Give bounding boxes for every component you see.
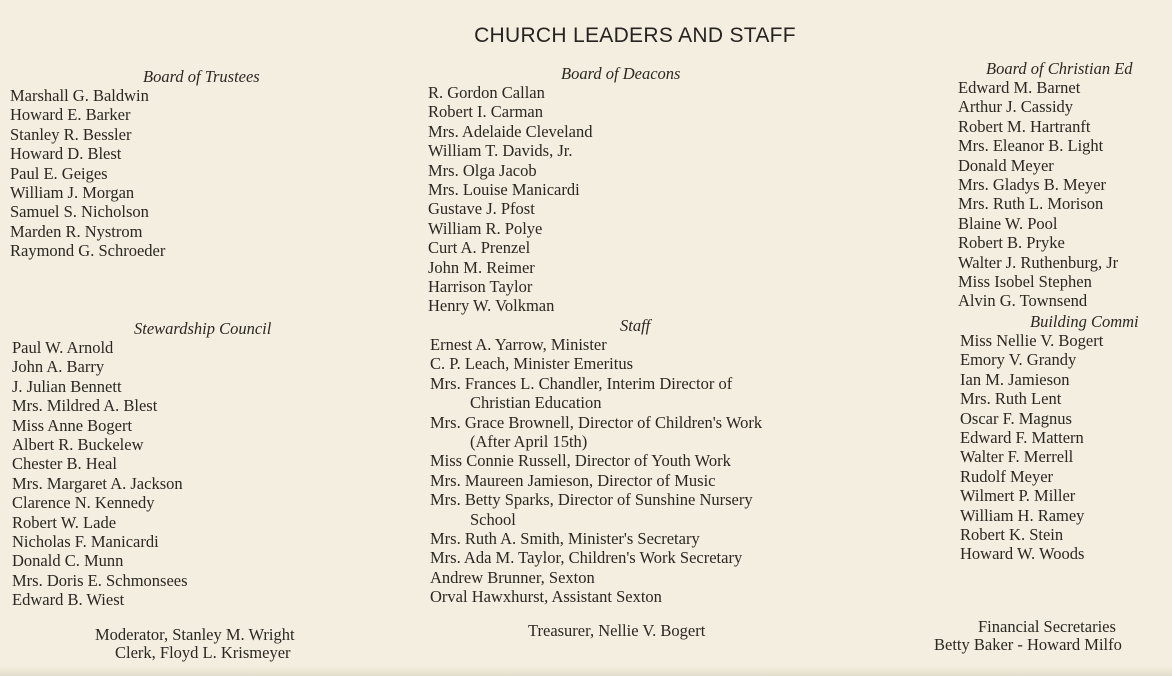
staff-line: Ernest A. Yarrow, Minister <box>430 335 607 354</box>
trustees-heading: Board of Trustees <box>143 67 260 86</box>
list-item: Mrs. Doris E. Schmonsees <box>12 570 188 590</box>
list-item: Howard D. Blest <box>10 144 122 164</box>
page-title: CHURCH LEADERS AND STAFF <box>474 24 796 47</box>
deacons-list <box>428 83 680 316</box>
deacons-heading: Board of Deacons <box>561 64 681 83</box>
list-item: Wilmert P. Miller <box>960 486 1076 506</box>
financial-names: Betty Baker - Howard Milfo <box>934 635 1122 654</box>
list-item: Albert R. Buckelew <box>12 435 144 455</box>
staff-line: Mrs. Grace Brownell, Director of Children's Work <box>430 412 763 432</box>
staff-section <box>430 317 762 607</box>
list-item: Harrison Taylor <box>428 277 533 297</box>
list-item: Ian M. Jamieson <box>960 369 1070 389</box>
staff-list <box>430 335 762 607</box>
list-item: William J. Morgan <box>10 183 135 203</box>
list-item: Miss Anne Bogert <box>12 415 133 435</box>
staff-line: Mrs. Ada M. Taylor, Children's Work Secretary <box>430 548 743 568</box>
list-item: Edward F. Mattern <box>960 428 1084 448</box>
list-item: Mrs. Gladys B. Meyer <box>958 175 1107 195</box>
treasurer-line: Treasurer, Nellie V. Bogert <box>528 621 706 640</box>
staff-line: School <box>470 509 516 529</box>
stewardship-list <box>12 338 271 610</box>
page-edge-shading <box>0 666 1172 676</box>
list-item: Donald C. Munn <box>12 551 124 571</box>
christian-ed-list <box>958 78 1133 311</box>
stewardship-council <box>12 320 271 610</box>
list-item: Edward B. Wiest <box>12 590 125 610</box>
list-item: William R. Polye <box>428 218 543 238</box>
list-item: Chester B. Heal <box>12 454 117 474</box>
list-item: Blaine W. Pool <box>958 213 1058 233</box>
list-item: Alvin G. Townsend <box>958 291 1088 311</box>
financial-heading: Financial Secretaries <box>978 617 1116 636</box>
building-heading: Building Commi <box>1030 312 1139 331</box>
list-item: Marshall G. Baldwin <box>10 86 149 105</box>
stewardship-heading: Stewardship Council <box>134 319 272 338</box>
building-committee <box>960 313 1139 564</box>
list-item: Robert K. Stein <box>960 525 1064 545</box>
staff-line: Mrs. Frances L. Chandler, Interim Director of <box>430 373 733 393</box>
list-item: Miss Isobel Stephen <box>958 272 1092 292</box>
list-item: J. Julian Bennett <box>12 376 122 396</box>
list-item: Mrs. Olga Jacob <box>428 160 537 180</box>
list-item: Mrs. Ruth Lent <box>960 389 1062 409</box>
list-item: Mrs. Ruth L. Morison <box>958 194 1104 214</box>
list-item: John A. Barry <box>12 357 105 377</box>
list-item: Marden R. Nystrom <box>10 221 143 241</box>
list-item: Mrs. Eleanor B. Light <box>958 136 1104 156</box>
list-item: Raymond G. Schroeder <box>10 241 166 261</box>
list-item: Gustave J. Pfost <box>428 199 535 219</box>
staff-line: (After April 15th) <box>470 432 588 452</box>
staff-line: Orval Hawxhurst, Assistant Sexton <box>430 587 662 607</box>
list-item: Robert I. Carman <box>428 102 544 122</box>
list-item: Robert W. Lade <box>12 512 117 532</box>
list-item: Arthur J. Cassidy <box>958 97 1074 117</box>
board-of-trustees <box>10 68 260 261</box>
list-item: R. Gordon Callan <box>428 83 545 102</box>
moderator-line: Moderator, Stanley M. Wright <box>95 625 295 644</box>
staff-line: C. P. Leach, Minister Emeritus <box>430 354 634 374</box>
list-item: Miss Nellie V. Bogert <box>960 331 1104 350</box>
list-item: Paul W. Arnold <box>12 338 114 357</box>
list-item: Mrs. Margaret A. Jackson <box>12 473 183 493</box>
staff-line: Andrew Brunner, Sexton <box>430 567 595 587</box>
list-item: Paul E. Geiges <box>10 163 108 183</box>
list-item: Walter F. Merrell <box>960 447 1074 467</box>
staff-line: Miss Connie Russell, Director of Youth Work <box>430 451 731 471</box>
list-item: Samuel S. Nicholson <box>10 202 149 222</box>
list-item: Edward M. Barnet <box>958 78 1081 97</box>
staff-line: Mrs. Ruth A. Smith, Minister's Secretary <box>430 529 700 549</box>
list-item: Mrs. Adelaide Cleveland <box>428 121 593 141</box>
building-list <box>960 331 1139 564</box>
treasurer <box>528 622 705 640</box>
list-item: Walter J. Ruthenburg, Jr <box>958 252 1119 272</box>
list-item: Clarence N. Kennedy <box>12 493 155 513</box>
list-item: Howard W. Woods <box>960 544 1085 564</box>
christian-ed-heading: Board of Christian Ed <box>986 59 1133 78</box>
list-item: John M. Reimer <box>428 257 535 277</box>
list-item: Curt A. Prenzel <box>428 238 531 258</box>
board-of-deacons <box>428 65 680 316</box>
board-of-christian-education <box>958 60 1133 311</box>
list-item: Mrs. Louise Manicardi <box>428 180 580 200</box>
list-item: Emory V. Grandy <box>960 350 1077 370</box>
staff-line: Christian Education <box>470 393 602 413</box>
officers-left <box>95 626 295 662</box>
list-item: Robert M. Hartranft <box>958 116 1091 136</box>
staff-heading: Staff <box>620 316 651 335</box>
list-item: Robert B. Pryke <box>958 233 1065 253</box>
staff-line: Mrs. Betty Sparks, Director of Sunshine Nursery <box>430 490 753 510</box>
list-item: Rudolf Meyer <box>960 466 1054 486</box>
list-item: Mrs. Mildred A. Blest <box>12 396 158 416</box>
list-item: Donald Meyer <box>958 155 1054 175</box>
trustees-list <box>10 86 260 261</box>
list-item: Howard E. Barker <box>10 105 131 125</box>
list-item: Nicholas F. Manicardi <box>12 532 159 552</box>
list-item: Oscar F. Magnus <box>960 408 1072 428</box>
list-item: Henry W. Volkman <box>428 296 555 316</box>
list-item: William T. Davids, Jr. <box>428 141 573 161</box>
list-item: William H. Ramey <box>960 505 1085 525</box>
clerk-line: Clerk, Floyd L. Krismeyer <box>115 643 291 662</box>
list-item: Stanley R. Bessler <box>10 124 132 144</box>
staff-line: Mrs. Maureen Jamieson, Director of Music <box>430 470 716 490</box>
financial-secretaries <box>934 618 1122 654</box>
